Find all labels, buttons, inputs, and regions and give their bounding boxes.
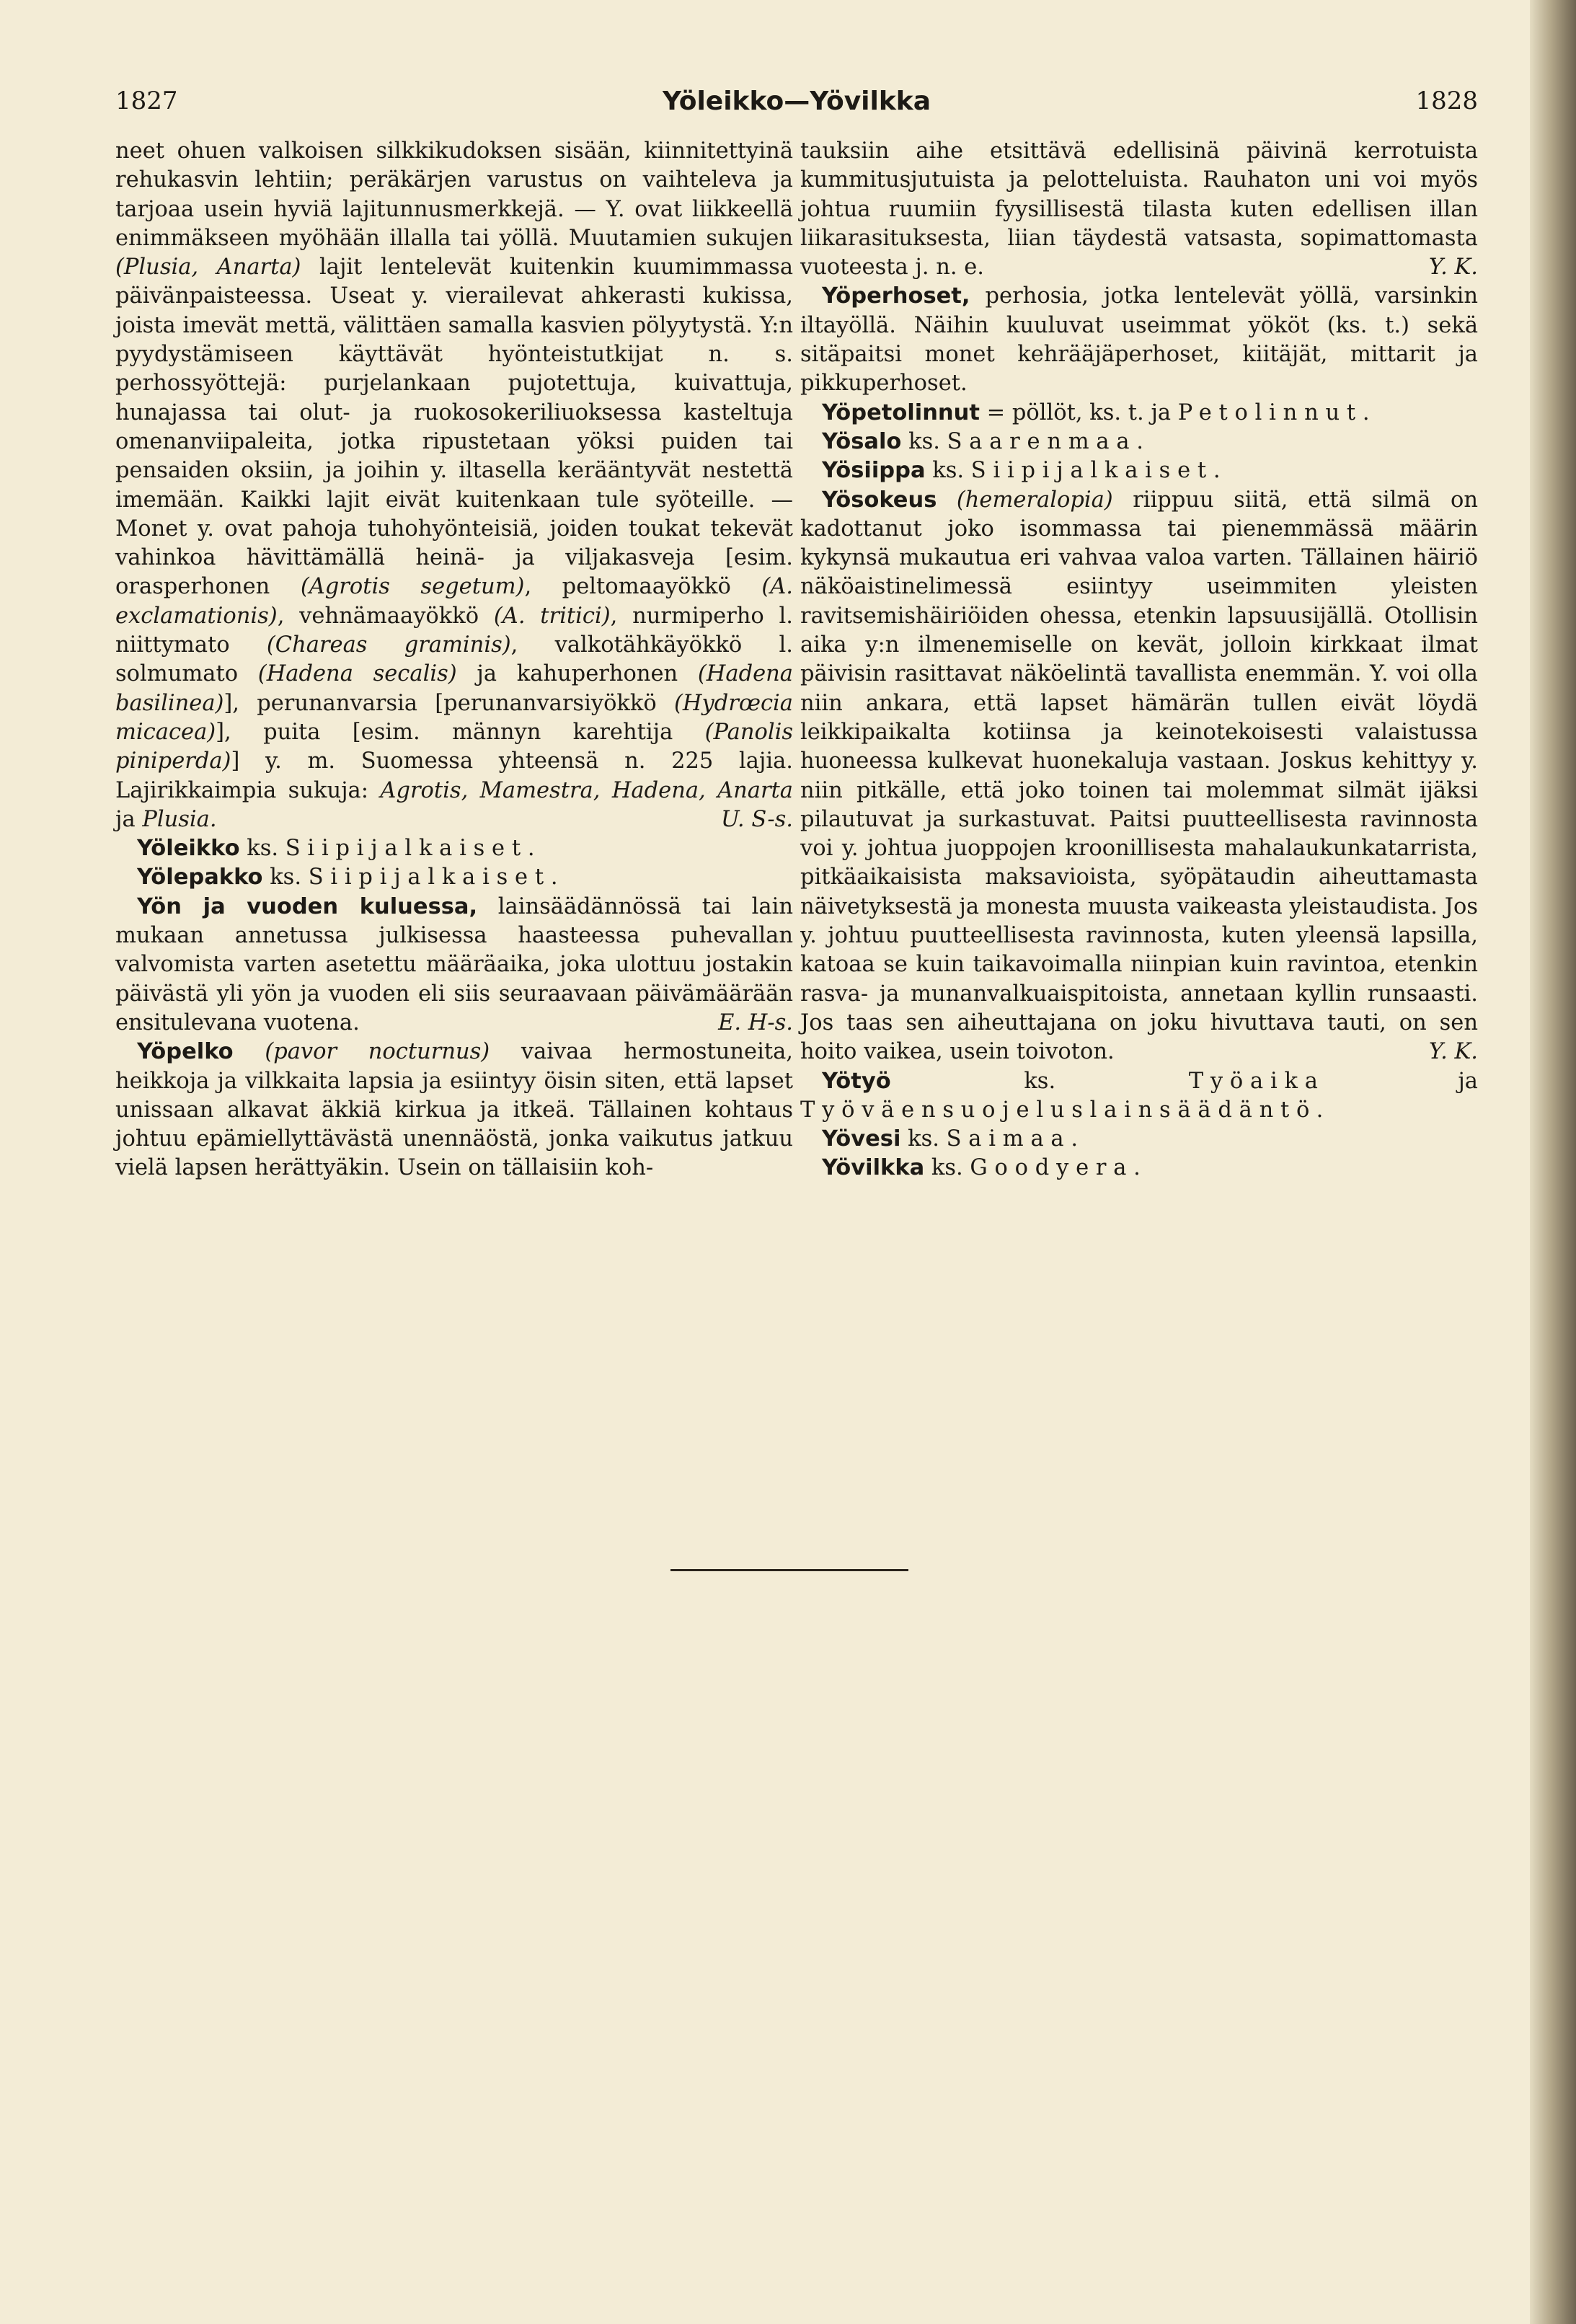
right-column bbox=[800, 137, 1478, 1183]
cross-reference: Petolinnut. bbox=[1177, 399, 1377, 425]
cross-reference: Työväensuojeluslainsäädäntö. bbox=[800, 1097, 1331, 1123]
headword: Yösalo bbox=[822, 428, 902, 454]
author-signature: E. H-s. bbox=[718, 1009, 793, 1035]
cross-reference: Saarenmaa. bbox=[947, 428, 1151, 454]
author-signature: Y. K. bbox=[1428, 1039, 1478, 1065]
running-title: Yöleikko—Yövilkka bbox=[662, 87, 931, 116]
headword: Yösokeus bbox=[822, 487, 937, 513]
entry-yon-ja-vuoden-kuluessa: Yön ja vuoden kuluessa, lainsäädännössä tai lain mukaan annetussa julkisessa haasteessa puhevallan valvomista varten asetettu määräaika, joka ulottuu jostakin päivästä yli yön ja vuoden eli siis seuraavaan päivämäärään ensitulevana vuotena. E. H-s. bbox=[115, 893, 793, 1038]
cross-reference: Siipijalkaiset. bbox=[308, 865, 565, 891]
headword: Yöpelko bbox=[137, 1039, 234, 1065]
entry-yolepakko: Yölepakko ks. Siipijalkaiset. bbox=[137, 865, 565, 891]
author-signature: U. S-s. bbox=[721, 806, 793, 832]
entry-yoleikko: Yöleikko ks. Siipijalkaiset. bbox=[137, 836, 542, 862]
entry-yoperhoset: Yöperhoset, perhosia, jotka lentelevät yöllä, varsinkin iltayöllä. Näihin kuuluvat useimmat yököt (ks. t.) sekä sitäpaitsi monet kehrääjäperhoset, kiitäjät, mittarit ja pikkuperhoset. bbox=[800, 283, 1478, 397]
headword: Yövilkka bbox=[822, 1155, 925, 1181]
page-edge bbox=[1530, 0, 1576, 2324]
entry-yopelko: Yöpelko (pavor nocturnus) vaivaa hermostuneita, heikkoja ja vilkkaita lapsia ja esiintyy öisin siten, että lapset unissaan alkavat äkkiä kirkua ja itkeä. Tällainen kohtaus johtuu epämiellyttävästä unennäöstä, jonka vaikutus jatkuu vielä lapsen herättyäkin. Usein on tällaisiin koh- bbox=[115, 1039, 793, 1181]
headword: Yön ja vuoden kuluessa, bbox=[137, 893, 478, 919]
cross-reference: Siipijalkaiset. bbox=[970, 458, 1228, 484]
headword: Yölepakko bbox=[137, 865, 263, 891]
author-signature: Y. K. bbox=[1428, 255, 1478, 280]
cross-reference: Työaika bbox=[1188, 1068, 1325, 1094]
page-number-right: 1828 bbox=[1415, 87, 1478, 115]
entry-yosalo: Yösalo ks. Saarenmaa. bbox=[822, 428, 1151, 454]
entry-continuation-yokot: neet ohuen valkoisen silkkikudoksen sisään, kiinnitettyinä rehukasvin lehtiin; peräkärjen varustus on vaihteleva ja tarjoaa usein hyviä lajitunnusmerkkejä. — Y. ovat liikkeellä enimmäkseen myöhään illalla tai yöllä. Muutamien sukujen (Plusia, Anarta) lajit lentelevät kuitenkin kuumimmassa päivänpaisteessa. Useat y. vierailevat ahkerasti kukissa, joista imevät mettä, välittäen samalla kasvien pölyytystä. Y:n pyydystämiseen käyttävät hyönteistutkijat n. s. perhossyöttejä: purjelankaan pujotettuja, kuivattuja, hunajassa tai olut- ja ruokosokeriliuoksessa kasteltuja omenanviipaleita, jotka ripustetaan yöksi puiden tai pensaiden oksiin, ja joihin y. iltasella kerääntyvät nestettä imemään. Kaikki lajit eivät kuitenkaan tule syöteille. — Monet y. ovat pahoja tuhohyönteisiä, joiden toukat tekevät vahinkoa hävittämällä heinä- ja viljakasveja [esim. orasperhonen (Agrotis segetum), peltomaayökkö (A. exclamationis), vehnämaayökkö (A. tritici), nurmiperho l. niittymato (Chareas graminis), valkotähkäyökkö l. solmumato (Hadena secalis) ja kahuperhonen (Hadena basilinea)], perunanvarsia [perunanvarsiyökkö (Hydrœcia micacea)], puita [esim. männyn karehtija (Panolis piniperda)] y. m. Suomessa yhteensä n. 225 lajia. Lajirikkaimpia sukuja: Agrotis, Mamestra, Hadena, Anarta ja Plusia. U. S-s. bbox=[115, 137, 793, 834]
left-column bbox=[115, 137, 793, 1183]
headword: Yöperhoset, bbox=[822, 283, 970, 309]
entry-yovesi: Yövesi ks. Saimaa. bbox=[822, 1126, 1085, 1152]
headword: Yösiippa bbox=[822, 458, 926, 484]
running-header bbox=[115, 87, 1478, 130]
entry-yopetolinnut: Yöpetolinnut = pöllöt, ks. t. ja Petolinnut. bbox=[822, 399, 1377, 425]
cross-reference: Saimaa. bbox=[946, 1126, 1085, 1152]
headword: Yöpetolinnut bbox=[822, 399, 980, 425]
entry-yovilkka: Yövilkka ks. Goodyera. bbox=[822, 1155, 1148, 1181]
cross-reference: Goodyera. bbox=[970, 1155, 1148, 1181]
entry-continuation-yopelko: tauksiin aihe etsittävä edellisinä päivinä kerrotuista kummitusjutuista ja pelotteluista. Rauhaton uni voi myös johtua ruumiin fyysillisestä tilasta kuten edellisen illan liikarasituksesta, liian täydestä vatsasta, sopimattomasta vuoteesta j. n. e. Y. K. bbox=[800, 137, 1478, 282]
headword: Yötyö bbox=[822, 1068, 891, 1094]
entry-yosiippa: Yösiippa ks. Siipijalkaiset. bbox=[822, 458, 1228, 484]
headword: Yöleikko bbox=[137, 836, 240, 862]
end-rule bbox=[670, 1569, 908, 1571]
cross-reference: Siipijalkaiset. bbox=[285, 836, 542, 862]
entry-yotyo: Yötyö ks. Työaika ja Työväensuojeluslainsäädäntö. bbox=[800, 1068, 1478, 1123]
entry-yosokeus: Yösokeus (hemeralopia) riippuu siitä, että silmä on kadottanut joko isommassa tai pienemmässä määrin kykynsä mukautua eri vahvaa valoa varten. Tällainen häiriö näköaistinelimessä esiintyy useimmiten yleisten ravitsemishäiriöiden ohessa, etenkin lapsuusijällä. Otollisin aika y:n ilmenemiselle on kevät, jolloin kirkkaat ilmat päivisin rasittavat näköelintä tavallista enemmän. Y. voi olla niin ankara, että lapset hämärän tullen eivät löydä leikkipaikalta kotiinsa ja keinotekoisesti valaistussa huoneessa kulkevat huonekaluja vastaan. Joskus kehittyy y. niin pitkälle, että joko toinen tai molemmat silmät ijäksi pilautuvat ja surkastuvat. Paitsi puutteellisesta ravinnosta voi y. johtua juoppojen kroonillisesta mahalaukunkatarrista, pitkäaikaisista maksavioista, syöpätaudin aiheuttamasta näivetyksestä ja monesta muusta vaikeasta yleistaudista. Jos y. johtuu puutteellisesta ravinnosta, kuten yleensä lapsilla, katoaa se kuin taikavoimalla niinpian kuin ravintoa, etenkin rasva- ja munanvalkuaispitoista, annetaan kyllin runsaasti. Jos taas sen aiheuttajana on joku hivuttava tauti, on sen hoito vaikea, usein toivoton. Y. K. bbox=[800, 486, 1478, 1067]
page-number-left: 1827 bbox=[115, 87, 178, 115]
headword: Yövesi bbox=[822, 1126, 901, 1152]
